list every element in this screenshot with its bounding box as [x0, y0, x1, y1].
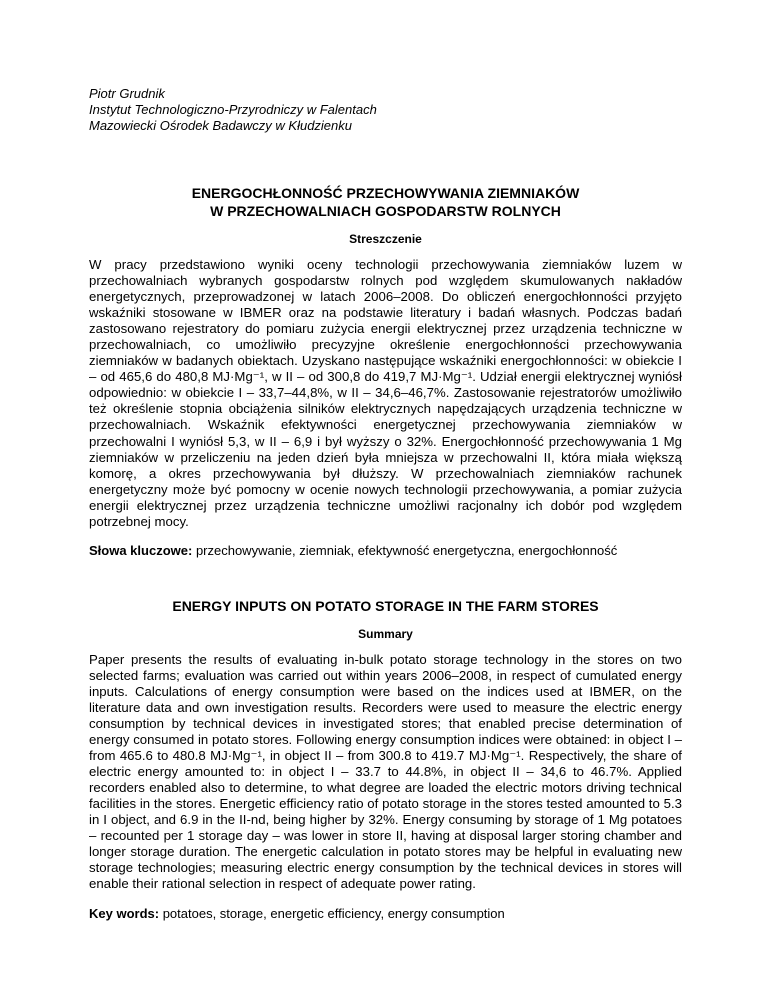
polish-title: [89, 184, 682, 220]
paper-page: [89, 86, 682, 922]
author-name: Piotr Grudnik: [89, 86, 165, 101]
author-institute: Instytut Technologiczno-Przyrodniczy w Falentach: [89, 102, 377, 117]
polish-abstract: W pracy przedstawiono wyniki oceny technologii przechowywania ziemniaków luzem w przechowalniach wybranych gospodarstw rolnych pod względem skumulowanych nakładów energetycznych, przeprowadzonej w latach 2006–2008. Do obliczeń energochłonności przyjęto wskaźniki stosowane w IBMER oraz na podstawie literatury i badań własnych. Podczas badań zastosowano rejestratory do pomiaru zużycia energii elektrycznej przez urządzenia techniczne w przechowalniach, co umożliwiło precyzyjne określenie energochłonności przechowywania ziemniaków w badanych obiektach. Uzyskano następujące wskaźniki energochłonności: w obiekcie I – od 465,6 do 480,8 MJ·Mg⁻¹, w II – od 300,8 do 419,7 MJ·Mg⁻¹. Udział energii elektrycznej wyniósł odpowiednio: w obiekcie I – 33,7–44,8%, w II – 34,6–46,7%. Zastosowanie rejestratorów umożliwiło też określenie stopnia obciążenia silników elektrycznych napędzających urządzenia techniczne w przechowalniach. Wskaźnik efektywności energetycznej przechowywania ziemniaków w przechowalni I wyniósł 5,3, w II – 6,9 i był wyższy o 32%. Energochłonność przechowywania 1 Mg ziemniaków w przeliczeniu na jeden dzień była mniejsza w przechowalni II, która miała większą komorę, a okres przechowywania był dłuższy. W przechowalniach ziemniaków rachunek energetyczny może być pomocny w ocenie nowych technologii przechowywania, a pomiar zużycia energii elektrycznej przez urządzenia techniczne umożliwi racjonalny ich dobór pod względem potrzebnej mocy.: [89, 257, 682, 529]
polish-abstract-heading: Streszczenie: [349, 232, 422, 246]
english-keywords-text: potatoes, storage, energetic efficiency, energy consumption: [162, 905, 505, 921]
english-keywords-label: Key words:: [89, 905, 160, 921]
polish-keywords: [89, 543, 682, 559]
polish-keywords-text: przechowywanie, ziemniak, efektywność energetyczna, energochłonność: [195, 542, 618, 558]
english-title: ENERGY INPUTS ON POTATO STORAGE IN THE FARM STORES: [172, 597, 599, 614]
english-abstract-heading: Summary: [358, 626, 413, 641]
english-abstract: Paper presents the results of evaluating in-bulk potato storage technology in the stores on two selected farms; evaluation was carried out within years 2006–2008, in respect of cumulated energy inputs. Calculations of energy consumption were based on the indices used at IBMER, on the literature data and own investigation results. Recorders were used to measure the electric energy consumption by technical devices in investigated stores; that enabled precise determination of energy consumed in potato stores. Following energy consumption indices were obtained: in object I – from 465.6 to 480.8 MJ·Mg⁻¹, in object II – from 300.8 to 419.7 MJ·Mg⁻¹. Respectively, the share of electric energy amounted to: in object I – 33.7 to 44.8%, in object II – 34,6 to 46.7%. Applied recorders enabled also to determine, to what degree are loaded the electric motors driving technical facilities in the stores. Energetic efficiency ratio of potato storage in the stores tested amounted to 5.3 in I object, and 6.9 in the II-nd, being higher by 32%. Energy consuming by storage of 1 Mg potatoes – recounted per 1 storage day – was lower in store II, having at disposal larger storing chamber and longer storage duration. The energetic calculation in potato stores may be helpful in evaluating new storage technologies; measuring electric energy consumption by the technical devices in stores will enable their rational selection in respect of adequate power rating.: [89, 651, 682, 892]
polish-title-line2: W PRZECHOWALNIACH GOSPODARSTW ROLNYCH: [210, 203, 561, 219]
english-keywords: [89, 906, 682, 922]
author-center: Mazowiecki Ośrodek Badawczy w Kłudzienku: [89, 118, 352, 133]
polish-title-line1: ENERGOCHŁONNOŚĆ PRZECHOWYWANIA ZIEMNIAKÓW: [191, 185, 580, 201]
author-block: [89, 86, 682, 134]
polish-keywords-label: Słowa kluczowe:: [89, 542, 193, 558]
